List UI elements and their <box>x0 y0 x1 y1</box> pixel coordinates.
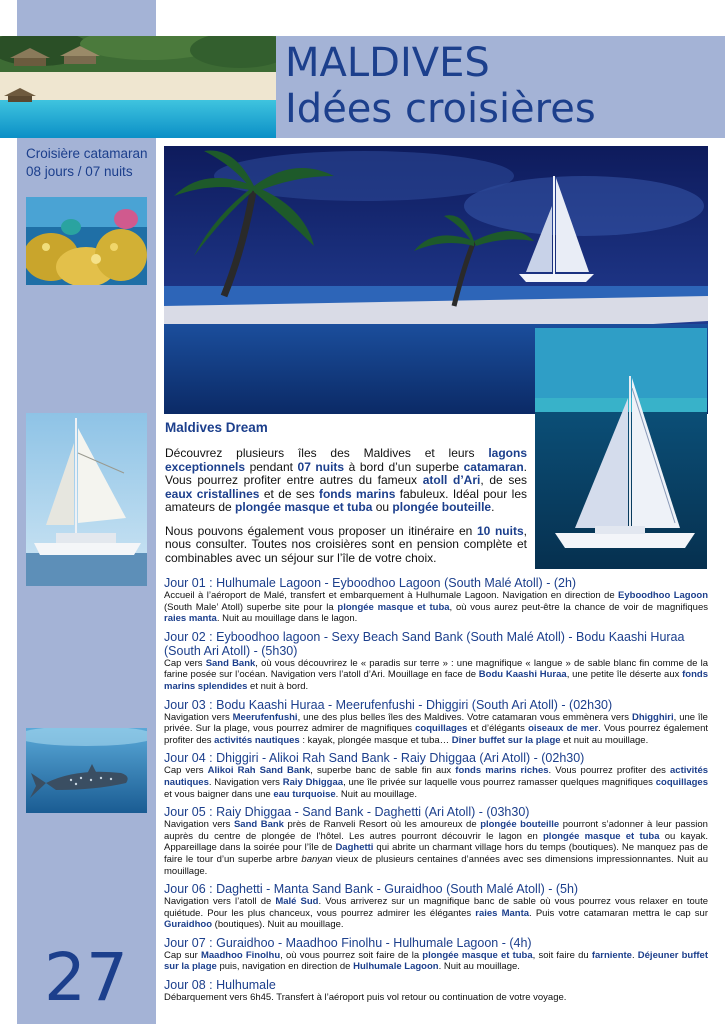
highlight-text: fonds marins splendides <box>164 669 708 692</box>
day-item <box>164 882 708 931</box>
highlight-text: Daghetti <box>335 842 374 854</box>
highlight-text: Sand Bank <box>205 657 256 669</box>
highlight-text: plongée masque et tuba <box>337 601 450 613</box>
day-title: Jour 07 : Guraidhoo - Maadhoo Finolhu - Hulhumale Lagoon - (4h) <box>164 935 532 950</box>
text-run: . Nuit au mouillage. <box>438 961 520 973</box>
itinerary <box>164 576 708 1009</box>
highlight-text: Dhigghiri <box>631 711 674 723</box>
title-line-2: Idées croisières <box>285 86 596 132</box>
highlight-text: raies Manta <box>475 907 530 919</box>
text-run: Cap vers <box>164 765 208 777</box>
day-item <box>164 698 708 747</box>
highlight-text: eaux cristallines <box>165 486 260 501</box>
highlight-text: Meerufenfushi <box>232 711 298 723</box>
highlight-text: Raiy Dhiggaa <box>282 776 344 788</box>
page-number: 27 <box>44 939 128 1016</box>
day-title: Jour 05 : Raiy Dhiggaa - Sand Bank - Daghetti (Ari Atoll) - (03h30) <box>164 805 530 820</box>
text-run: , nous consulter. Toutes nos croisières sont en pension complète et combinables avec un séjour sur l’île de votre choix. <box>165 523 527 565</box>
day-description <box>164 658 708 693</box>
text-run: , une île privée. Sur la plage, vous pourrez admirer de magnifiques <box>164 711 708 735</box>
highlight-text: activités nautiques <box>214 734 300 746</box>
highlight-text: Déjeuner buffet sur la plage <box>164 949 708 973</box>
day-description <box>164 819 708 877</box>
text-run: : kayak, plongée masque et tuba… <box>299 734 452 746</box>
day-title: Jour 08 : Hulhumale <box>164 978 276 993</box>
text-run: Nous pouvons également vous proposer un itinéraire en <box>165 523 477 538</box>
text-run: . <box>491 500 495 514</box>
day-title: Jour 06 : Daghetti - Manta Sand Bank - Guraidhoo (South Malé Atoll) - (5h) <box>164 882 579 897</box>
text-run: Navigation vers l’atoll de <box>164 896 276 908</box>
highlight-text: 10 nuits <box>476 523 524 538</box>
title-line-1: MALDIVES <box>285 40 490 86</box>
text-run: pourront s’adonner à leur passion auprès du centre de plongée de l’hôtel. Les autres pourront découvrir le lagon en <box>164 819 708 842</box>
text-run: . Puis votre catamaran mettra le cap sur <box>529 907 708 919</box>
text-run: près de Ranveli Resort où les amoureux de <box>283 819 481 831</box>
text-run: . <box>631 949 638 961</box>
whale-shark-photo <box>26 728 147 813</box>
day-title: Jour 03 : Bodu Kaashi Huraa - Meerufenfushi - Dhiggiri (South Ari Atoll) - (02h30) <box>164 697 613 712</box>
day-item <box>164 751 708 800</box>
highlight-text: farniente <box>591 949 632 961</box>
day-item <box>164 630 708 693</box>
highlight-text: Dîner buffet sur la plage <box>451 734 561 746</box>
text-run: , superbe banc de sable fin aux <box>310 765 456 777</box>
day-description <box>164 896 708 931</box>
highlight-text: Malé Sud <box>275 896 319 908</box>
text-run: (South Male’ Atoll) superbe site pour la <box>164 601 338 613</box>
text-run: , de ses <box>480 473 527 487</box>
highlight-text: fonds marins riches <box>455 765 549 777</box>
italic-text: banyan <box>301 853 333 865</box>
day-item <box>164 576 708 625</box>
day-description <box>164 765 708 800</box>
text-run: ou <box>372 500 393 514</box>
highlight-text: plongée masque et tuba <box>422 949 533 961</box>
text-run: à bord d’un superbe <box>344 459 464 474</box>
text-run: ou kayak. Appareillage dans la soirée pour l’île de <box>164 830 708 854</box>
highlight-text: catamaran <box>463 459 524 474</box>
highlight-text: activités nautiques <box>164 765 709 788</box>
text-run: puis, navigation en direction de <box>216 961 354 973</box>
cruise-type-caption <box>26 145 152 181</box>
highlight-text: plongée bouteille <box>480 819 560 831</box>
text-run: et nuit au mouillage. <box>560 734 649 746</box>
text-run: fabuleux. Idéal pour les amateurs de <box>165 486 527 514</box>
highlight-text: plongée masque et tuba <box>235 500 373 514</box>
highlight-text: lagons exceptionnels <box>165 446 527 474</box>
text-run: et d’élégants <box>467 723 529 735</box>
text-run: Cap vers <box>164 657 206 669</box>
text-run: . Navigation vers <box>208 776 283 788</box>
text-run: qui abrite un charmant village hors du temps (boutiques). Ne manquez pas de faire le tour d’un superbe arbre <box>164 842 709 865</box>
intro-paragraph-1 <box>165 447 527 515</box>
highlight-text: Guraidhoo <box>164 919 213 931</box>
text-run: , une petite île déserte aux <box>566 669 683 681</box>
cruise-type: Croisière catamaran <box>26 146 148 161</box>
text-run: (boutiques). Nuit au mouillage. <box>212 919 344 931</box>
text-run: Navigation vers <box>164 819 234 831</box>
text-run: et vous baigner dans une <box>164 788 274 800</box>
catamaran-sailing-photo <box>535 328 707 569</box>
day-title: Jour 04 : Dhiggiri - Alikoi Rah Sand Bank - Raiy Dhiggaa (Ari Atoll) - (02h30) <box>164 751 585 766</box>
intro-paragraph-2 <box>165 525 527 566</box>
highlight-text: Sand Bank <box>233 819 284 831</box>
intro-text <box>165 447 527 575</box>
coral-reef-photo <box>26 197 147 285</box>
highlight-text: coquillages <box>655 776 708 788</box>
text-run: . Nuit au mouillage. <box>335 788 417 800</box>
text-run: , où vous pourrez soit faire de la <box>280 949 423 961</box>
day-description <box>164 950 708 973</box>
highlight-text: Bodu Kaashi Huraa <box>478 669 567 681</box>
text-run: Navigation vers <box>164 711 233 723</box>
text-run: Cap sur <box>164 949 201 961</box>
text-run: , où vous aurez peut-être la chance de voir de magnifiques <box>449 601 708 613</box>
day-item <box>164 805 708 877</box>
text-run: et de ses <box>259 486 319 501</box>
highlight-text: atoll d’Ari <box>422 473 481 487</box>
highlight-text: plongée masque et tuba <box>543 830 660 842</box>
day-title: Jour 01 : Hulhumale Lagoon - Eyboodhoo Lagoon (South Malé Atoll) - (2h) <box>164 576 577 590</box>
text-run: Découvrez plusieurs îles des Maldives et leurs <box>165 446 489 460</box>
offer-title: Maldives Dream <box>165 420 268 435</box>
text-run: Débarquement vers 6h45. Transfert à l’aéroport puis vol retour ou continuation de votre voyage. <box>164 992 567 1004</box>
day-description <box>164 590 708 625</box>
day-item <box>164 936 708 973</box>
highlight-text: fonds marins <box>318 486 396 501</box>
highlight-text: Maadhoo Finolhu <box>200 949 281 961</box>
header-beach-photo <box>0 36 276 138</box>
highlight-text: eau turquoise <box>273 788 336 800</box>
day-description <box>164 712 708 747</box>
text-run: . Nuit au mouillage dans le lagon. <box>216 613 358 625</box>
highlight-text: coquillages <box>415 723 468 735</box>
text-run: vieux de plusieurs centaines d’années avec ses dimensions impressionnantes. Nuit au mouillage. <box>164 853 708 877</box>
cruise-duration: 08 jours / 07 nuits <box>26 164 133 179</box>
highlight-text: plongée bouteille <box>392 500 492 514</box>
text-run: pendant <box>245 459 298 474</box>
text-run: . Vous pourrez profiter des <box>548 765 670 777</box>
text-run: . Vous arriverez sur un magnifique banc de sable où vous pourrez vous relaxer en toute quiétude. Pour les plus chanceux, vous pourrez admirer les élégantes <box>164 896 709 919</box>
text-run: et nuit à bord. <box>247 680 309 692</box>
highlight-text: Alikoi Rah Sand Bank <box>207 765 311 777</box>
text-run: Accueil à l’aéroport de Malé, transfert et embarquement à Hulhumale Lagoon. Navigation en direction de <box>164 590 619 601</box>
day-item <box>164 978 708 1004</box>
highlight-text: 07 nuits <box>297 459 345 474</box>
text-run: , où vous découvrirez le « paradis sur terre » : une magnifique « langue » de sable blanc fin comme de la farine posée sur l’océan. Navigation vers l’atoll d’Ari. Mouillage en face de <box>164 657 708 681</box>
page-title <box>285 40 596 132</box>
text-run: , une île privée sur laquelle vous pourrez ramasser quelques magnifiques <box>343 776 656 788</box>
day-description <box>164 992 708 1004</box>
highlight-text: Eyboodhoo Lagoon <box>618 590 708 601</box>
text-run: , une des plus belles îles des Maldives. Votre catamaran vous emmènera vers <box>297 711 632 723</box>
highlight-text: Hulhumale Lagoon <box>353 961 439 973</box>
highlight-text: oiseaux de mer <box>528 723 599 735</box>
highlight-text: raies manta <box>164 613 217 625</box>
text-run: , soit faire du <box>532 949 592 961</box>
text-run: . Vous pourrez également profiter des <box>164 723 709 746</box>
catamaran-anchored-photo <box>26 413 147 586</box>
text-run: . Vous pourrez profiter entre autres du fameux <box>165 459 527 487</box>
day-title: Jour 02 : Eyboodhoo lagoon - Sexy Beach Sand Bank (South Malé Atoll) - Bodu Kaashi Huraa (South Ari Atoll) - (5h30) <box>164 629 685 658</box>
